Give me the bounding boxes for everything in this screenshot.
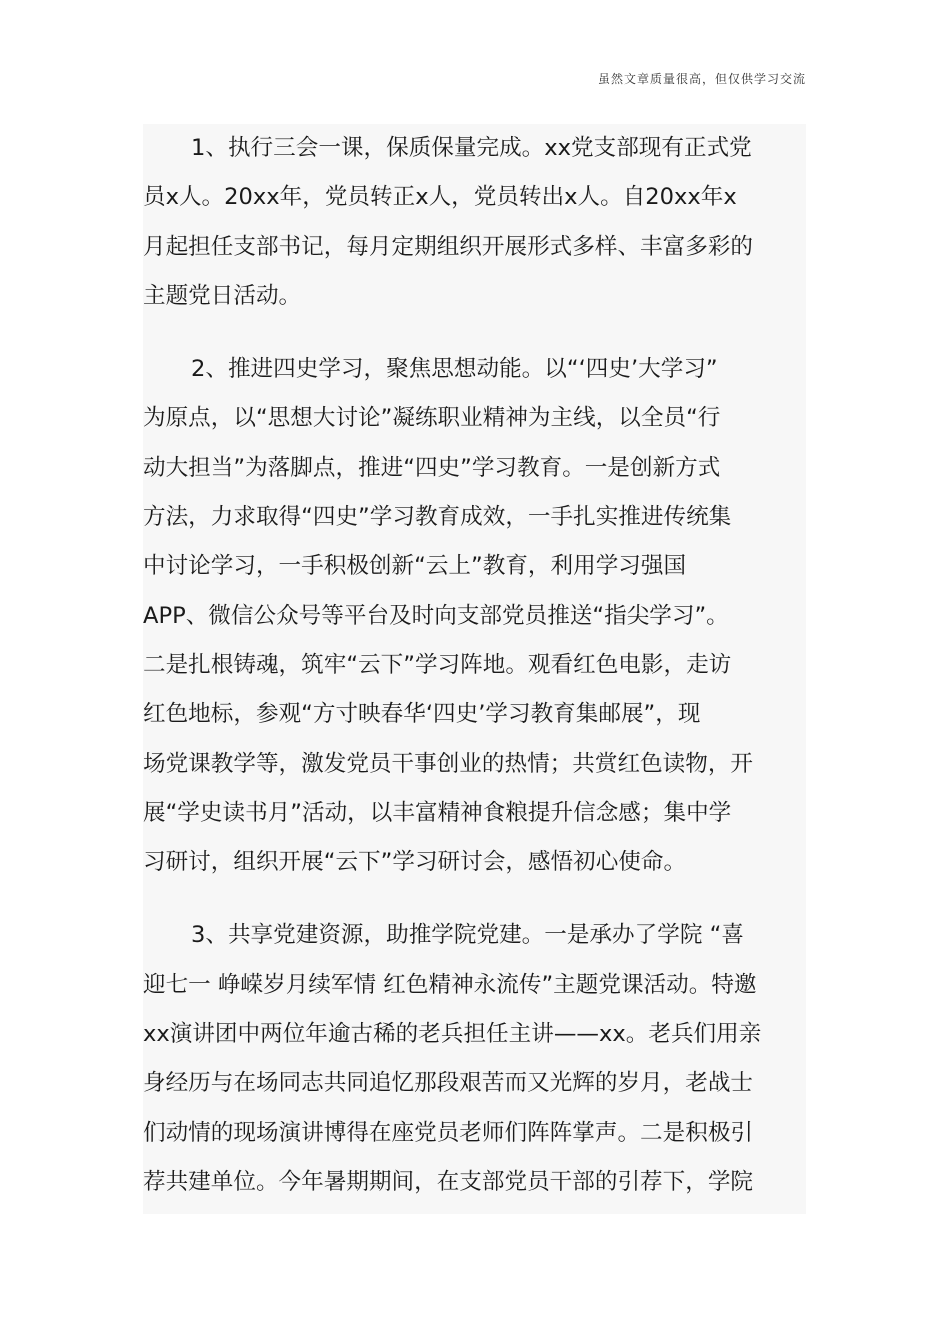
- text-line: 场党课教学等，激发党员干事创业的热情；共赏红色读物，开: [143, 750, 754, 777]
- text-line: 中讨论学习，一手积极创新“云上”教育，利用学习强国: [143, 553, 687, 580]
- text-line: 1、执行三会一课，保质保量完成。xx党支部现有正式党: [191, 135, 752, 161]
- text-line: 3、共享党建资源，助推学院党建。一是承办了学院 “喜: [191, 922, 744, 949]
- paragraph-gap: [143, 321, 806, 345]
- text-line: 迎七一 峥嵘岁月续军情 红色精神永流传”主题党课活动。特邀: [143, 971, 757, 998]
- text-line: 二是扎根铸魂，筑牢“云下”学习阵地。观看红色电影，走访: [143, 651, 732, 678]
- text-line: 为原点，以“思想大讨论”凝练职业精神为主线，以全员“行: [143, 405, 721, 432]
- text-line: xx演讲团中两位年逾古稀的老兵担任主讲——xx。老兵们用亲: [143, 1021, 762, 1048]
- text-line: APP、微信公众号等平台及时向支部党员推送“指尖学习”。: [143, 602, 729, 629]
- text-line: 月起担任支部书记，每月定期组织开展形式多样、丰富多彩的: [143, 233, 754, 260]
- text-line: 动大担当”为落脚点，推进“四史”学习教育。一是创新方式: [143, 454, 721, 481]
- text-line: 习研讨，组织开展“云下”学习研讨会，感悟初心使命。: [143, 849, 687, 876]
- paragraph-gap: [143, 887, 806, 911]
- paragraph-1: [143, 124, 806, 321]
- text-line: 主题党日活动。: [143, 282, 302, 309]
- text-line: 红色地标，参观“方寸映春华‘四史’学习教育集邮展”，现: [143, 701, 701, 728]
- text-line: 方法，力求取得“四史”学习教育成效，一手扎实推进传统集: [143, 504, 732, 531]
- text-line: 身经历与在场同志共同追忆那段艰苦而又光辉的岁月，老战士: [143, 1070, 754, 1097]
- text-line: 2、推进四史学习，聚焦思想动能。以“‘四史’大学习”: [191, 356, 718, 383]
- paragraph-3: [143, 911, 806, 1207]
- paragraph-2: [143, 345, 806, 887]
- text-line: 荐共建单位。今年暑期期间，在支部党员干部的引荐下，学院: [143, 1168, 754, 1195]
- header-disclaimer: 虽然文章质量很高，但仅供学习交流: [597, 72, 806, 86]
- text-line: 展“学史读书月”活动，以丰富精神食粮提升信念感；集中学: [143, 799, 732, 826]
- document-body: [143, 124, 806, 1214]
- text-line: 员x人。20xx年，党员转正x人，党员转出x人。自20xx年x: [143, 184, 737, 211]
- text-line: 们动情的现场演讲博得在座党员老师们阵阵掌声。二是积极引: [143, 1119, 754, 1146]
